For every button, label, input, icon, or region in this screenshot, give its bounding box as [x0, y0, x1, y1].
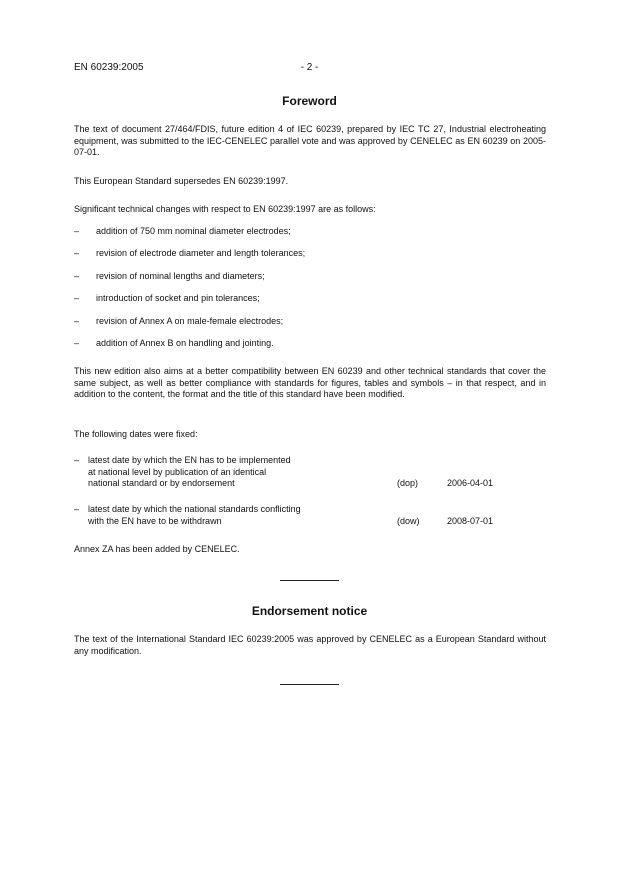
compatibility-text: This new edition also aims at a better compatibility between EN 60239 and other technical standards that cover the same subject, as well as better compliance with standards for figures, tables and symbols – in that respect, and in addition to the content, the format and the title of this standard have been modified.: [74, 366, 546, 399]
date-value: 2008-07-01: [447, 515, 494, 526]
foreword-title: Foreword: [282, 94, 337, 108]
bullet-dash: –: [74, 271, 80, 281]
header-standard-number: EN 60239:2005: [74, 62, 144, 73]
annex-note: Annex ZA has been added by CENELEC.: [74, 544, 240, 554]
date-value: 2006-04-01: [447, 478, 494, 488]
bullet-dash: –: [74, 455, 80, 465]
date-code: (dop): [397, 478, 419, 488]
change-item-text: addition of 750 mm nominal diameter electrodes;: [96, 226, 291, 236]
date-description: [88, 504, 388, 527]
change-item-text: revision of nominal lengths and diameters;: [96, 271, 265, 281]
section-divider: [280, 684, 339, 685]
bullet-dash: –: [74, 226, 80, 236]
section-divider: [280, 580, 339, 581]
date-description-line: with the EN have to be withdrawn: [88, 515, 222, 526]
bullet-dash: –: [74, 504, 80, 514]
date-code: (dow): [397, 515, 420, 526]
bullet-dash: –: [74, 316, 80, 326]
date-description-line: national standard or by endorsement: [88, 478, 235, 488]
date-description-line: latest date by which the national standards conflicting: [88, 504, 301, 514]
header-page-number: - 2 -: [300, 62, 319, 73]
date-description-line: at national level by publication of an identical: [88, 466, 267, 477]
dates-intro: The following dates were fixed:: [74, 429, 198, 439]
bullet-dash: –: [74, 338, 80, 348]
bullet-dash: –: [74, 248, 80, 258]
changes-intro: Significant technical changes with respect to EN 60239:1997 are as follows:: [74, 204, 376, 214]
supersedes-text: This European Standard supersedes EN 60239:1997.: [74, 176, 289, 186]
date-description-line: latest date by which the EN has to be implemented: [88, 455, 291, 465]
date-description: [88, 455, 388, 490]
change-item-text: addition of Annex B on handling and jointing.: [96, 338, 274, 348]
change-item-text: introduction of socket and pin tolerances;: [96, 293, 260, 303]
foreword-intro: The text of document 27/464/FDIS, future edition 4 of IEC 60239, prepared by IEC TC 27, Industrial electroheating equipment, was submitted to the IEC-CENELEC parallel vote and was approved by CENELEC as EN 60239 on 2005-07-01.: [74, 124, 546, 157]
change-item-text: revision of electrode diameter and length tolerances;: [96, 248, 306, 258]
endorsement-title: Endorsement notice: [251, 604, 368, 618]
bullet-dash: –: [74, 293, 80, 303]
change-item-text: revision of Annex A on male-female electrodes;: [96, 316, 284, 326]
endorsement-text: The text of the International Standard IEC 60239:2005 was approved by CENELEC as a European Standard without any modification.: [74, 634, 546, 656]
